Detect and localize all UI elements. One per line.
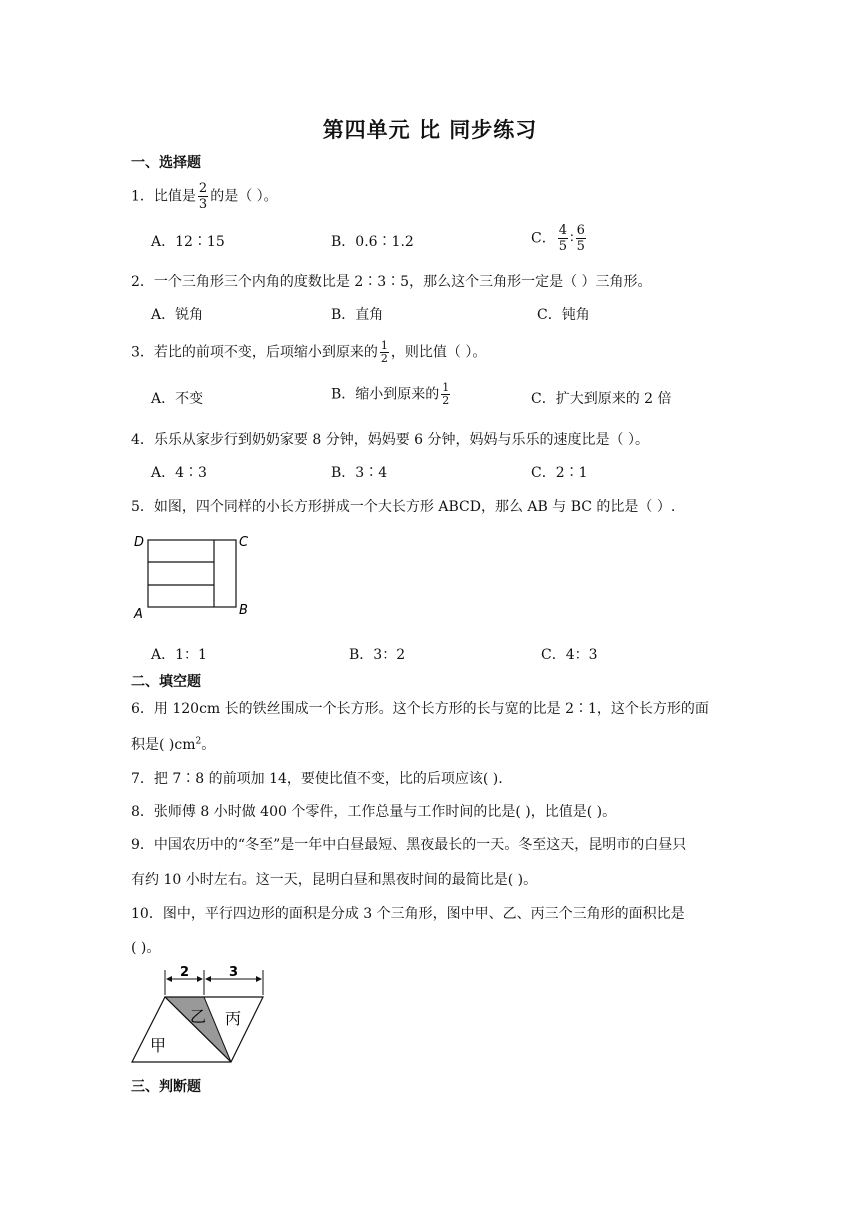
question-10-line-1: 10．图中，平行四边形的面积是分成 3 个三角形，图中甲、乙、丙三个三角形的面积比是 — [131, 906, 685, 922]
section-choice-heading: 一、选择题 — [131, 155, 201, 171]
question-3-text-post: ，则比值（ ）。 — [390, 344, 487, 361]
vertex-label-d: D — [134, 535, 145, 550]
section-fill-heading: 二、填空题 — [131, 674, 201, 690]
question-7: 7．把 7∶8 的前项加 14，要使比值不变，比的后项应该( ). — [131, 771, 503, 787]
fraction-four-fifths: $\frac{4}{5}$ — [558, 223, 567, 254]
fraction-six-fifths: $\frac{6}{5}$ — [576, 223, 585, 254]
q5-option-c[interactable]: C．4：3 — [541, 647, 598, 663]
q5-option-b[interactable]: B．3：2 — [349, 647, 406, 663]
q4-option-c[interactable]: C．2∶1 — [531, 465, 588, 481]
question-6-answer-blank: 积是( )cm — [131, 737, 196, 753]
question-6-line-1: 6．用 120cm 长的铁丝围成一个长方形。这个长方形的长与宽的比是 2∶1，这个长方形的面 — [131, 701, 709, 717]
superscript-2: 2 — [195, 736, 202, 747]
q3-option-b-text: B．缩小到原来的 — [331, 386, 440, 403]
question-8: 8．张师傅 8 小时做 400 个零件，工作总量与工作时间的比是( )，比值是( )。 — [131, 804, 617, 820]
dimension-label-2: 2 — [180, 965, 190, 980]
dimension-label-3: 3 — [229, 965, 239, 980]
label-jia: 甲 — [150, 1036, 167, 1055]
q2-option-a[interactable]: A．锐角 — [151, 307, 204, 323]
vertex-label-c: C — [239, 535, 249, 550]
question-4: 4．乐乐从家步行到奶奶家要 8 分钟，妈妈要 6 分钟，妈妈与乐乐的速度比是（ ）。 — [131, 432, 649, 448]
question-3 — [131, 340, 486, 365]
q4-option-b[interactable]: B．3∶4 — [331, 465, 388, 481]
question-6-line-2 — [131, 734, 215, 754]
q5-option-a[interactable]: A．1：1 — [151, 647, 207, 663]
question-6-end: 。 — [201, 737, 216, 753]
q2-option-c[interactable]: C．钝角 — [537, 307, 590, 323]
q1-option-c[interactable] — [531, 223, 588, 254]
q1-option-a[interactable]: A．12∶15 — [151, 234, 225, 250]
q2-option-b[interactable]: B．直角 — [331, 307, 384, 323]
fraction-one-half: $\frac{1}{2}$ — [380, 339, 388, 365]
question-10-line-2: ( )。 — [131, 940, 161, 956]
question-1-text-pre: 1．比值是 — [131, 188, 196, 205]
vertex-label-a: A — [134, 607, 143, 620]
q3-option-b[interactable] — [331, 382, 452, 407]
parallelogram-figure — [126, 962, 276, 1068]
q3-option-a[interactable]: A．不变 — [151, 391, 204, 407]
q4-option-a[interactable]: A．4∶3 — [151, 465, 207, 481]
question-1 — [131, 181, 278, 212]
section-judge-heading: 三、判断题 — [131, 1079, 201, 1095]
question-1-text-post: 的是（ ）。 — [210, 188, 278, 205]
q1-option-b[interactable]: B．0.6∶1.2 — [331, 234, 414, 250]
question-2: 2．一个三角形三个内角的度数比是 2∶3∶5，那么这个三角形一定是（ ）三角形。 — [131, 274, 652, 290]
question-3-text-pre: 3．若比的前项不变，后项缩小到原来的 — [131, 344, 378, 361]
fraction-one-half: $\frac{1}{2}$ — [442, 381, 450, 407]
rectangle-abcd-figure — [128, 530, 268, 620]
label-yi: 乙 — [190, 1007, 207, 1026]
vertex-label-b: B — [239, 603, 248, 618]
ratio-colon: ∶ — [570, 230, 574, 247]
label-bing: 丙 — [225, 1009, 242, 1028]
q1-option-c-label: C． — [531, 230, 556, 247]
question-5: 5．如图，四个同样的小长方形拼成一个大长方形 ABCD，那么 AB 与 BC 的比是（ ）. — [131, 499, 676, 515]
page-title: 第四单元 比 同步练习 — [322, 118, 538, 142]
question-9-line-2: 有约 10 小时左右。这一天，昆明白昼和黑夜时间的最简比是( )。 — [131, 872, 538, 888]
outer-rectangle — [148, 540, 236, 607]
fraction-two-thirds: $\frac{2}{3}$ — [198, 181, 208, 212]
q3-option-c[interactable]: C．扩大到原来的 2 倍 — [531, 391, 672, 407]
question-9-line-1: 9．中国农历中的“冬至”是一年中白昼最短、黑夜最长的一天。冬至这天，昆明市的白昼只 — [131, 837, 687, 853]
